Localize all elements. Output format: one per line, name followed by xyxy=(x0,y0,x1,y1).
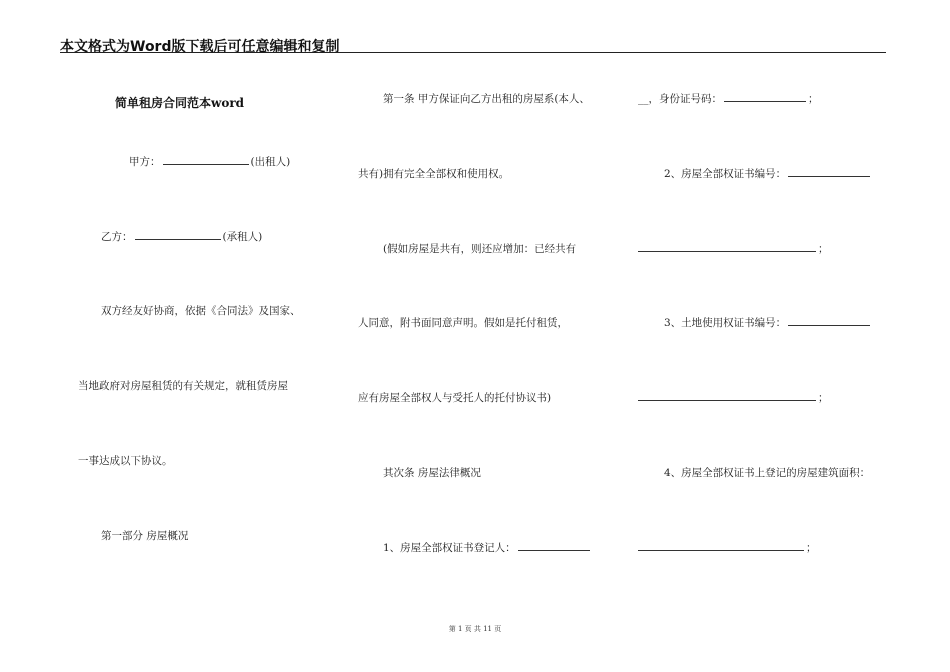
ownership-cert-line xyxy=(664,169,872,180)
party-b-label: 乙方： xyxy=(101,231,133,243)
ownership-cert-label: 2、房屋全部权证书编号： xyxy=(664,168,787,180)
registrant-blank xyxy=(518,550,590,551)
agreement-blank-line xyxy=(638,393,829,404)
registrant-label: 1、房屋全部权证书登记人： xyxy=(383,542,516,554)
part-one-heading: 第一部分 房屋概况 xyxy=(101,530,189,542)
article-1-line-4: 人同意，附书面同意声明。假如是托付租赁， xyxy=(358,317,568,329)
coowner-semicolon: ； xyxy=(818,243,829,255)
id-semicolon: ； xyxy=(808,93,819,105)
party-a-role: (出租人) xyxy=(250,156,291,168)
ownership-cert-blank xyxy=(788,176,870,177)
id-number-label: __，身份证号码： xyxy=(638,93,722,105)
agreement-semicolon: ； xyxy=(818,392,829,404)
article-2-heading: 其次条 房屋法律概况 xyxy=(383,467,481,479)
land-cert-line xyxy=(664,318,872,329)
floor-area-label: 4、房屋全部权证书上登记的房屋建筑面积： xyxy=(664,467,871,479)
floor-area-blank-line xyxy=(638,543,817,554)
id-number-blank xyxy=(724,101,806,102)
page-number: 第 1 页 共 11 页 xyxy=(448,625,502,633)
floor-area-blank xyxy=(638,550,804,551)
party-b-role: (承租人) xyxy=(222,231,263,243)
intro-line-1: 双方经友好协商，依据《合同法》及国家、 xyxy=(101,305,301,317)
land-cert-label: 3、土地使用权证书编号： xyxy=(664,317,787,329)
floor-area-semicolon: ； xyxy=(806,542,817,554)
party-b-line xyxy=(101,232,262,243)
coowner-blank-line xyxy=(638,244,829,255)
document-header: 本文格式为Word版下载后可任意编辑和复制 xyxy=(60,39,340,55)
article-1-line-1: 第一条 甲方保证向乙方出租的房屋系(本人、 xyxy=(383,93,590,105)
article-1-line-3: (假如房屋是共有，则还应增加：已经共有 xyxy=(383,243,577,255)
land-cert-blank xyxy=(788,325,870,326)
agreement-blank xyxy=(638,400,816,401)
registrant-line xyxy=(383,543,592,554)
party-b-blank xyxy=(135,239,221,240)
id-number-line xyxy=(638,94,819,105)
party-a-blank xyxy=(163,164,249,165)
party-a-line xyxy=(129,157,290,168)
party-a-label: 甲方： xyxy=(129,156,161,168)
article-1-line-5: 应有房屋全部权人与受托人的托付协议书) xyxy=(358,392,552,404)
document-title: 简单租房合同范本word xyxy=(115,96,245,110)
article-1-line-2: 共有)拥有完全全部权和使用权。 xyxy=(358,168,510,180)
intro-line-3: 一事达成以下协议。 xyxy=(78,455,173,467)
coowner-blank xyxy=(638,251,816,252)
header-divider xyxy=(60,52,886,53)
intro-line-2: 当地政府对房屋租赁的有关规定，就租赁房屋 xyxy=(78,380,288,392)
